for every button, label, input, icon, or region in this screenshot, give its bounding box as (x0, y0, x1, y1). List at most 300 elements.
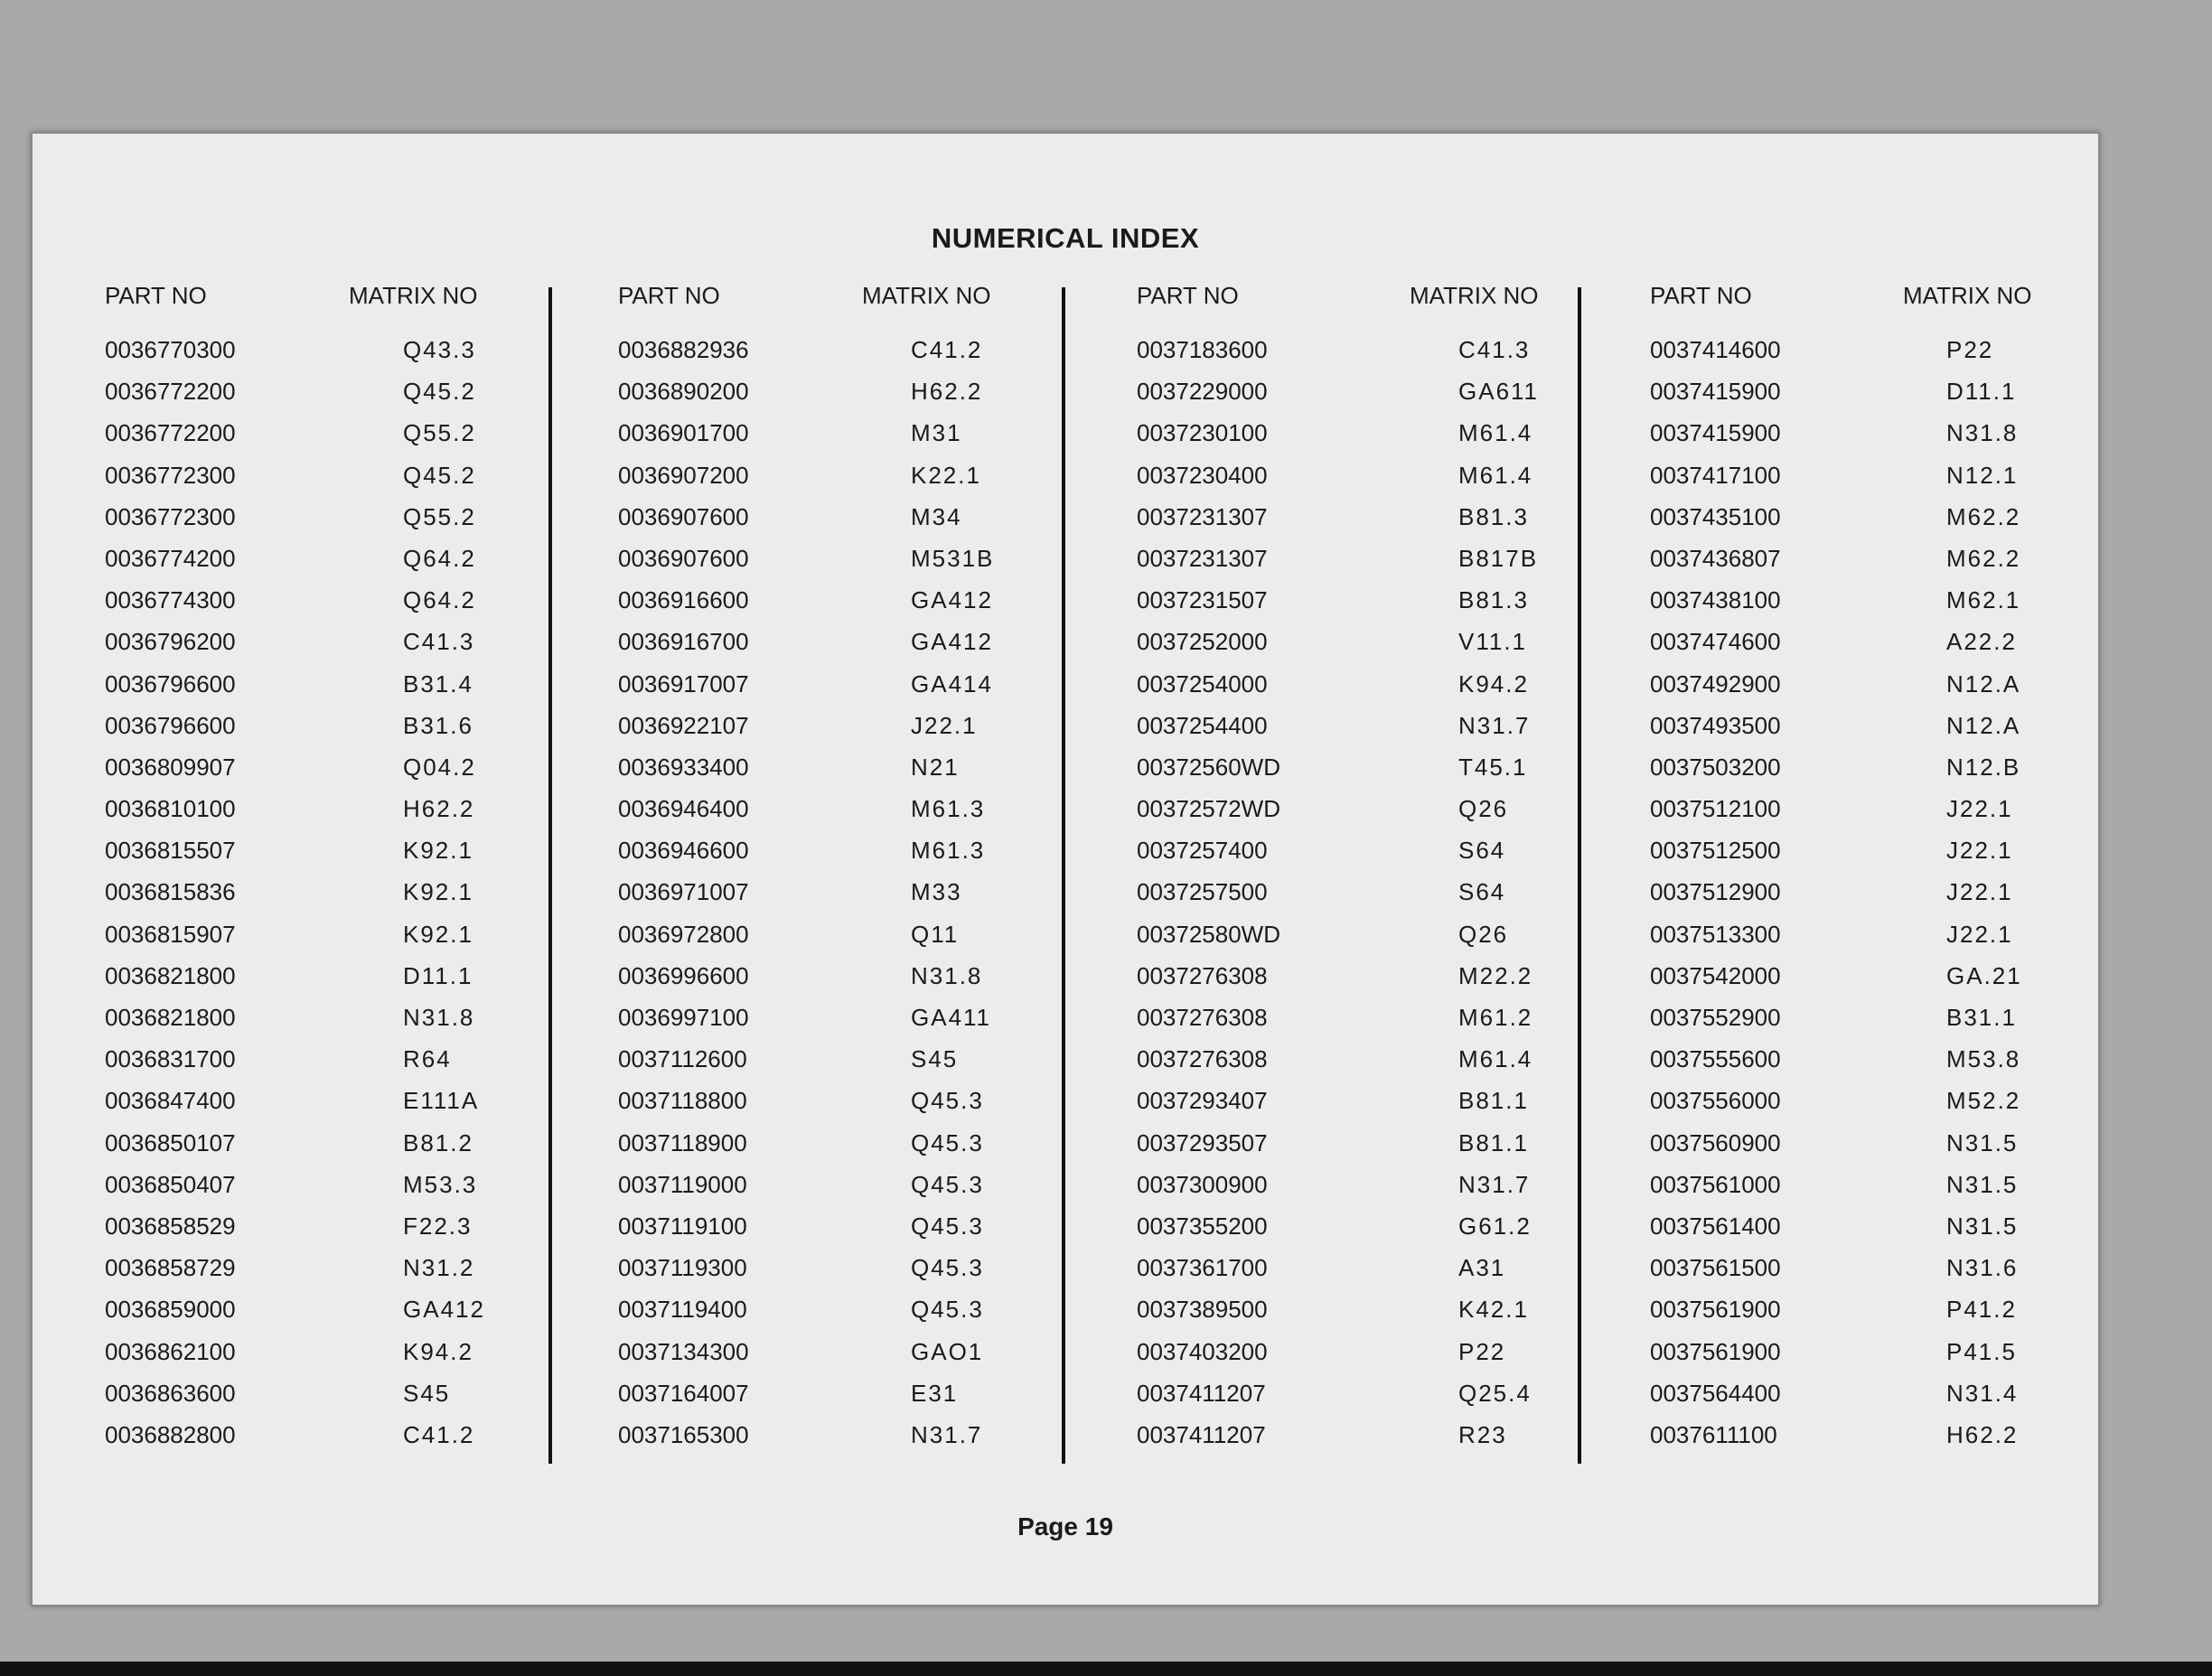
part-number: 0037252000 (1137, 628, 1268, 656)
table-row (1137, 754, 1589, 795)
matrix-number: GA412 (403, 1296, 485, 1324)
table-row (618, 1171, 1070, 1213)
matrix-number: N31.6 (1946, 1254, 2019, 1282)
column-divider (548, 287, 552, 1464)
page-number: Page 19 (1017, 1512, 1113, 1540)
part-number: 0037229000 (1137, 378, 1268, 406)
matrix-number: Q64.2 (403, 544, 476, 572)
matrix-number: K92.1 (403, 878, 473, 906)
table-row (618, 1213, 1070, 1254)
part-number: 0037560900 (1650, 1128, 1781, 1156)
part-number: 0037415900 (1650, 419, 1781, 447)
table-row (105, 503, 557, 545)
part-number: 0037361700 (1137, 1254, 1268, 1282)
matrix-number: G61.2 (1458, 1212, 1532, 1240)
table-row (1137, 503, 1589, 545)
matrix-number: F22.3 (403, 1212, 473, 1240)
table-row (1650, 1421, 2102, 1463)
matrix-number: GA.21 (1946, 961, 2022, 989)
part-number: 0036917007 (618, 669, 749, 698)
matrix-number: C41.3 (403, 628, 475, 656)
matrix-number: C41.2 (403, 1420, 475, 1448)
matrix-number: Q04.2 (403, 753, 476, 781)
table-row (1650, 795, 2102, 837)
part-number: 0036772200 (105, 378, 236, 406)
matrix-number: M22.2 (1458, 961, 1533, 989)
matrix-number: N31.8 (1946, 419, 2019, 447)
matrix-number: M53.8 (1946, 1045, 2021, 1073)
part-number: 0036815507 (105, 837, 236, 865)
table-row (1137, 670, 1589, 712)
table-row (618, 837, 1070, 878)
part-number: 0037503200 (1650, 753, 1781, 781)
table-row (1137, 1004, 1589, 1045)
table-row (618, 378, 1070, 419)
table-row (1650, 878, 2102, 920)
matrix-number: Q45.2 (403, 461, 476, 489)
matrix-number: B817B (1458, 544, 1539, 572)
matrix-number: E111A (403, 1087, 480, 1115)
matrix-number: T45.1 (1458, 753, 1528, 781)
matrix-number: B81.3 (1458, 586, 1529, 614)
table-row (1650, 336, 2102, 378)
part-number: 0037276308 (1137, 1004, 1268, 1031)
matrix-number: GA412 (911, 628, 993, 656)
matrix-number: Q45.3 (911, 1212, 984, 1240)
part-number: 0036831700 (105, 1045, 236, 1073)
part-number: 0036809907 (105, 753, 236, 781)
part-number: 0036907600 (618, 502, 749, 530)
part-number: 0037561900 (1650, 1296, 1781, 1324)
table-row (1650, 837, 2102, 878)
part-number: 0037112600 (618, 1045, 747, 1073)
table-row (1137, 712, 1589, 754)
table-row (618, 670, 1070, 712)
part-no-header: PART NO (618, 282, 720, 309)
matrix-number: B81.3 (1458, 502, 1529, 530)
part-number: 0037411207 (1137, 1420, 1266, 1448)
matrix-number: N12.1 (1946, 461, 2019, 489)
table-row (1650, 462, 2102, 503)
matrix-number: K94.2 (403, 1337, 473, 1365)
table-row (1137, 1129, 1589, 1171)
part-number: 0037552900 (1650, 1004, 1781, 1031)
table-row (105, 1254, 557, 1296)
table-row (105, 1087, 557, 1128)
matrix-number: B81.2 (403, 1128, 473, 1156)
matrix-number: N31.8 (911, 961, 983, 989)
part-number: 0037389500 (1137, 1296, 1268, 1324)
matrix-number: Q45.3 (911, 1087, 984, 1115)
matrix-number: S64 (1458, 837, 1506, 865)
table-row (618, 1087, 1070, 1128)
table-row (1650, 962, 2102, 1004)
table-row (1137, 962, 1589, 1004)
table-row (1137, 921, 1589, 962)
part-number: 0036882800 (105, 1420, 236, 1448)
matrix-number: K92.1 (403, 837, 473, 865)
matrix-number: GA412 (911, 586, 993, 614)
table-row (1650, 1213, 2102, 1254)
table-row (1137, 1296, 1589, 1337)
column-header (105, 282, 557, 336)
matrix-number: J22.1 (1946, 920, 2013, 948)
table-row (618, 1380, 1070, 1421)
matrix-number: P22 (1946, 336, 1994, 363)
part-number: 0036922107 (618, 711, 749, 739)
table-row (105, 1338, 557, 1380)
part-number: 0037293407 (1137, 1087, 1268, 1115)
part-number: 0037415900 (1650, 378, 1781, 406)
matrix-number: Q26 (1458, 795, 1509, 823)
part-number: 0037403200 (1137, 1337, 1268, 1365)
matrix-number: Q55.2 (403, 502, 476, 530)
table-row (105, 628, 557, 669)
table-row (105, 1129, 557, 1171)
matrix-number: P41.2 (1946, 1296, 2017, 1324)
part-number: 0037230400 (1137, 461, 1268, 489)
table-row (618, 878, 1070, 920)
table-row (105, 1296, 557, 1337)
table-row (105, 921, 557, 962)
matrix-number: GA414 (911, 669, 993, 698)
table-row (618, 712, 1070, 754)
part-number: 0036847400 (105, 1087, 236, 1115)
part-number: 0037276308 (1137, 961, 1268, 989)
part-number: 0036772300 (105, 502, 236, 530)
table-row (1137, 1213, 1589, 1254)
table-row (618, 419, 1070, 461)
table-row (1650, 1004, 2102, 1045)
table-row (618, 628, 1070, 669)
table-row (618, 545, 1070, 586)
part-number: 0037561900 (1650, 1337, 1781, 1365)
table-row (105, 712, 557, 754)
table-row (1137, 419, 1589, 461)
scan-edge (0, 1662, 2212, 1676)
table-row (618, 795, 1070, 837)
table-row (105, 419, 557, 461)
part-number: 0036796200 (105, 628, 236, 656)
table-row (105, 754, 557, 795)
matrix-number: J22.1 (911, 711, 978, 739)
matrix-number: Q64.2 (403, 586, 476, 614)
part-number: 0036907200 (618, 461, 749, 489)
matrix-number: M62.1 (1946, 586, 2021, 614)
table-row (618, 503, 1070, 545)
table-row (1137, 1421, 1589, 1463)
table-row (105, 837, 557, 878)
table-row (1137, 1254, 1589, 1296)
matrix-number: J22.1 (1946, 878, 2013, 906)
part-number: 0037512500 (1650, 837, 1781, 865)
table-row (618, 1296, 1070, 1337)
column-header (618, 282, 1070, 336)
matrix-number: M52.2 (1946, 1087, 2021, 1115)
part-number: 0036774300 (105, 586, 236, 614)
matrix-number: S64 (1458, 878, 1506, 906)
table-row (618, 962, 1070, 1004)
part-number: 0037134300 (618, 1337, 749, 1365)
part-number: 0037561000 (1650, 1170, 1781, 1198)
table-row (1650, 545, 2102, 586)
document-page (31, 132, 2100, 1606)
matrix-number: B31.1 (1946, 1004, 2017, 1031)
matrix-number: K94.2 (1458, 669, 1529, 698)
table-row (618, 1421, 1070, 1463)
part-number: 0036821800 (105, 1004, 236, 1031)
matrix-number: Q43.3 (403, 336, 476, 363)
part-number: 00372560WD (1137, 753, 1280, 781)
part-number: 0036933400 (618, 753, 749, 781)
part-number: 0036946400 (618, 795, 749, 823)
matrix-number: M61.2 (1458, 1004, 1533, 1031)
part-number: 0036810100 (105, 795, 236, 823)
matrix-number: N31.8 (403, 1004, 475, 1031)
table-row (105, 1213, 557, 1254)
part-number: 0037555600 (1650, 1045, 1781, 1073)
table-row (1137, 1171, 1589, 1213)
matrix-number: K22.1 (911, 461, 981, 489)
part-number: 0037556000 (1650, 1087, 1781, 1115)
table-row (105, 586, 557, 628)
table-row (1137, 628, 1589, 669)
matrix-number: N12.A (1946, 711, 2021, 739)
part-number: 0037542000 (1650, 961, 1781, 989)
part-number: 0036862100 (105, 1337, 236, 1365)
matrix-number: H62.2 (911, 378, 983, 406)
table-row (1650, 712, 2102, 754)
matrix-number: N12.B (1946, 753, 2021, 781)
part-number: 0036863600 (105, 1379, 236, 1407)
part-number: 0036796600 (105, 669, 236, 698)
table-row (1137, 1045, 1589, 1087)
table-row (618, 1045, 1070, 1087)
part-number: 0037119300 (618, 1254, 747, 1282)
part-number: 0036882936 (618, 336, 749, 363)
part-number: 0037474600 (1650, 628, 1781, 656)
part-number: 0036796600 (105, 711, 236, 739)
matrix-number: V11.1 (1458, 628, 1528, 656)
matrix-no-header: MATRIX NO (349, 282, 478, 309)
matrix-number: M61.3 (911, 795, 986, 823)
part-no-header: PART NO (105, 282, 207, 309)
matrix-number: C41.2 (911, 336, 983, 363)
table-row (105, 1004, 557, 1045)
part-number: 0037119100 (618, 1212, 747, 1240)
part-number: 0036821800 (105, 961, 236, 989)
table-row (1137, 837, 1589, 878)
matrix-number: M34 (911, 502, 962, 530)
table-row (1650, 419, 2102, 461)
table-row (105, 962, 557, 1004)
matrix-number: Q45.2 (403, 378, 476, 406)
index-column-4 (1650, 282, 2102, 1463)
table-row (1137, 1087, 1589, 1128)
matrix-number: S45 (403, 1379, 451, 1407)
table-row (105, 670, 557, 712)
part-number: 0036859000 (105, 1296, 236, 1324)
matrix-number: M53.3 (403, 1170, 478, 1198)
table-row (105, 1380, 557, 1421)
table-row (1650, 1045, 2102, 1087)
matrix-number: Q45.3 (911, 1254, 984, 1282)
table-row (105, 378, 557, 419)
matrix-number: Q45.3 (911, 1296, 984, 1324)
column-divider (1578, 287, 1581, 1464)
matrix-number: Q11 (911, 920, 960, 948)
column-header (1137, 282, 1589, 336)
part-number: 0037513300 (1650, 920, 1781, 948)
table-row (1137, 586, 1589, 628)
part-number: 0036858529 (105, 1212, 236, 1240)
matrix-number: P41.5 (1946, 1337, 2017, 1365)
matrix-number: B31.4 (403, 669, 473, 698)
part-number: 0037611100 (1650, 1420, 1777, 1448)
matrix-number: K92.1 (403, 920, 473, 948)
part-number: 0036916700 (618, 628, 749, 656)
matrix-number: Q26 (1458, 920, 1509, 948)
part-number: 0036946600 (618, 837, 749, 865)
matrix-number: N21 (911, 753, 960, 781)
part-number: 0037561500 (1650, 1254, 1781, 1282)
matrix-number: A31 (1458, 1254, 1506, 1282)
matrix-number: J22.1 (1946, 837, 2013, 865)
table-row (105, 795, 557, 837)
matrix-number: K42.1 (1458, 1296, 1529, 1324)
part-number: 0037276308 (1137, 1045, 1268, 1073)
part-number: 0037183600 (1137, 336, 1268, 363)
part-number: 00372572WD (1137, 795, 1280, 823)
matrix-number: N31.7 (1458, 711, 1531, 739)
table-row (105, 1421, 557, 1463)
part-number: 0037257500 (1137, 878, 1268, 906)
matrix-number: Q45.3 (911, 1128, 984, 1156)
table-row (618, 921, 1070, 962)
part-number: 0037254000 (1137, 669, 1268, 698)
part-number: 0037119400 (618, 1296, 747, 1324)
part-number: 0037414600 (1650, 336, 1781, 363)
table-row (618, 1129, 1070, 1171)
part-number: 0037231507 (1137, 586, 1268, 614)
part-number: 0037293507 (1137, 1128, 1268, 1156)
matrix-no-header: MATRIX NO (1903, 282, 2032, 309)
part-number: 0036916600 (618, 586, 749, 614)
table-row (1650, 378, 2102, 419)
table-row (1137, 462, 1589, 503)
matrix-number: N31.5 (1946, 1170, 2019, 1198)
table-row (1650, 1296, 2102, 1337)
matrix-number: M33 (911, 878, 962, 906)
table-row (1137, 1338, 1589, 1380)
table-row (618, 586, 1070, 628)
part-number: 0037165300 (618, 1420, 749, 1448)
matrix-number: GA611 (1458, 378, 1540, 406)
matrix-number: M61.3 (911, 837, 986, 865)
matrix-number: Q25.4 (1458, 1379, 1532, 1407)
matrix-number: N31.7 (1458, 1170, 1531, 1198)
table-row (1137, 545, 1589, 586)
part-number: 0037411207 (1137, 1379, 1266, 1407)
table-row (1650, 921, 2102, 962)
part-number: 0037300900 (1137, 1170, 1268, 1198)
part-number: 0037438100 (1650, 586, 1781, 614)
part-number: 0036770300 (105, 336, 236, 363)
matrix-number: D11.1 (1946, 378, 2017, 406)
table-row (105, 878, 557, 920)
part-number: 0037118800 (618, 1087, 747, 1115)
part-number: 0036997100 (618, 1004, 749, 1031)
part-number: 0037257400 (1137, 837, 1268, 865)
part-number: 0036972800 (618, 920, 749, 948)
table-row (105, 336, 557, 378)
table-row (1137, 336, 1589, 378)
part-number: 0036772300 (105, 461, 236, 489)
table-row (618, 754, 1070, 795)
table-row (1650, 754, 2102, 795)
part-number: 0037493500 (1650, 711, 1781, 739)
index-column-2 (618, 282, 1070, 1463)
part-number: 0036890200 (618, 378, 749, 406)
matrix-number: R64 (403, 1045, 452, 1073)
table-row (618, 1254, 1070, 1296)
matrix-number: M62.2 (1946, 544, 2021, 572)
part-number: 0037355200 (1137, 1212, 1268, 1240)
part-number: 0036996600 (618, 961, 749, 989)
part-number: 0036815907 (105, 920, 236, 948)
table-row (1650, 503, 2102, 545)
table-row (618, 336, 1070, 378)
part-number: 0037230100 (1137, 419, 1268, 447)
matrix-number: S45 (911, 1045, 959, 1073)
table-row (1137, 1380, 1589, 1421)
part-number: 00372580WD (1137, 920, 1280, 948)
matrix-number: GAO1 (911, 1337, 984, 1365)
column-header (1650, 282, 2102, 336)
part-number: 0037254400 (1137, 711, 1268, 739)
part-number: 0037417100 (1650, 461, 1781, 489)
part-number: 0037231307 (1137, 502, 1268, 530)
page-title: NUMERICAL INDEX (931, 222, 1200, 254)
part-number: 0036907600 (618, 544, 749, 572)
part-number: 0037231307 (1137, 544, 1268, 572)
part-number: 0037436807 (1650, 544, 1781, 572)
part-number: 0037492900 (1650, 669, 1781, 698)
part-number: 0036850407 (105, 1170, 236, 1198)
matrix-number: B81.1 (1458, 1128, 1529, 1156)
table-row (1650, 586, 2102, 628)
part-number: 0037564400 (1650, 1379, 1781, 1407)
index-column-3 (1137, 282, 1589, 1463)
matrix-number: Q45.3 (911, 1170, 984, 1198)
matrix-number: N31.4 (1946, 1379, 2019, 1407)
matrix-number: GA411 (911, 1004, 992, 1031)
matrix-number: J22.1 (1946, 795, 2013, 823)
table-row (1650, 1087, 2102, 1128)
table-row (1650, 1338, 2102, 1380)
table-row (105, 545, 557, 586)
matrix-number: C41.3 (1458, 336, 1531, 363)
table-row (1650, 1171, 2102, 1213)
matrix-number: M61.4 (1458, 1045, 1533, 1073)
table-row (1650, 1380, 2102, 1421)
matrix-number: H62.2 (1946, 1420, 2019, 1448)
table-row (105, 1045, 557, 1087)
matrix-no-header: MATRIX NO (862, 282, 991, 309)
matrix-number: N12.A (1946, 669, 2021, 698)
part-no-header: PART NO (1137, 282, 1239, 309)
table-row (1137, 878, 1589, 920)
